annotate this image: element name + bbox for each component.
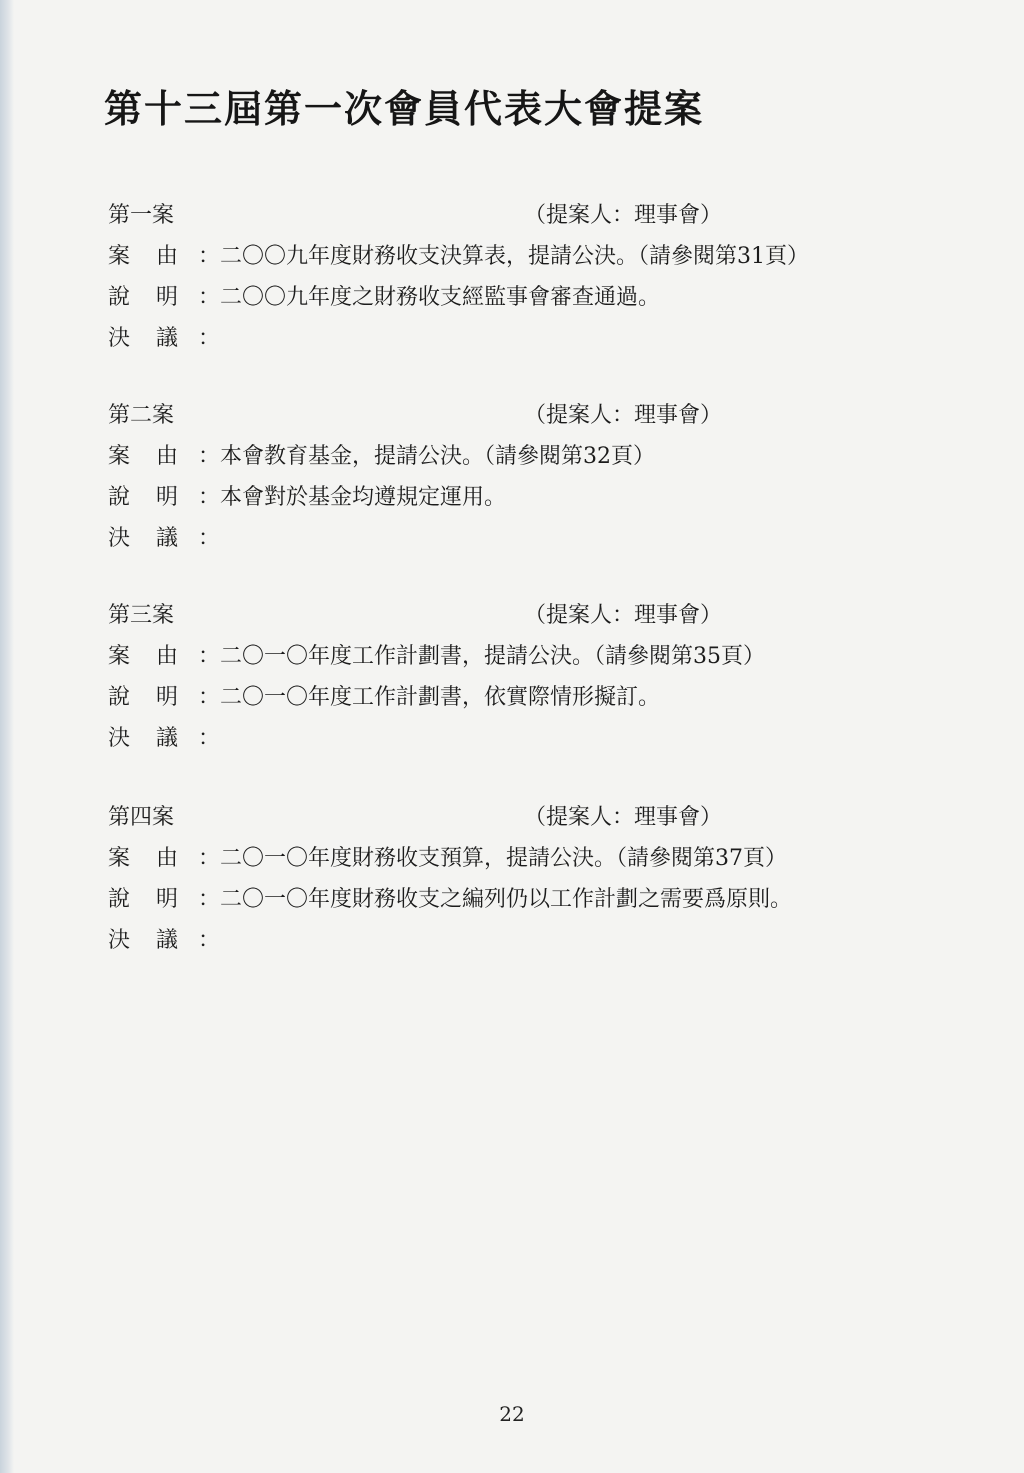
case-header — [108, 395, 908, 436]
case-number: 第一案 — [108, 203, 175, 228]
case-reason: 本會教育基金，提請公決。（請參閱第32頁） — [220, 444, 655, 469]
case-proposer: （提案人：理事會） — [524, 203, 723, 228]
explanation-label: 說 明 — [108, 285, 179, 310]
case-block-4 — [108, 797, 908, 961]
reason-label: 案 由 — [108, 244, 179, 269]
case-explanation-row: 說 明 ：本會對於基金均遵規定運用。 — [108, 477, 908, 518]
resolution-label: 決 議 — [108, 928, 179, 953]
resolution-label: 決 議 — [108, 726, 179, 751]
case-resolution-row: 決 議 ： — [108, 920, 908, 961]
case-reason-row: 案 由 ：二〇一〇年度財務收支預算，提請公決。（請參閱第37頁） — [108, 838, 908, 879]
case-block-3 — [108, 595, 908, 759]
reason-label: 案 由 — [108, 846, 179, 871]
case-number: 第四案 — [108, 805, 175, 830]
case-reason: 二〇一〇年度工作計劃書，提請公決。（請參閱第35頁） — [220, 644, 765, 669]
explanation-label: 說 明 — [108, 685, 179, 710]
case-explanation: 二〇一〇年度工作計劃書，依實際情形擬訂。 — [220, 685, 661, 710]
explanation-label: 說 明 — [108, 485, 179, 510]
case-proposer: （提案人：理事會） — [524, 603, 723, 628]
case-header — [108, 797, 908, 838]
case-reason: 二〇〇九年度財務收支決算表，提請公決。（請參閱第31頁） — [220, 244, 809, 269]
case-header — [108, 195, 908, 236]
page-edge-shadow — [0, 0, 14, 1473]
page-number: 22 — [499, 1402, 525, 1426]
case-reason: 二〇一〇年度財務收支預算，提請公決。（請參閱第37頁） — [220, 846, 787, 871]
case-resolution-row: 決 議 ： — [108, 518, 908, 559]
case-reason-row: 案 由 ：本會教育基金，提請公決。（請參閱第32頁） — [108, 436, 908, 477]
case-proposer: （提案人：理事會） — [524, 403, 723, 428]
case-resolution-row: 決 議 ： — [108, 718, 908, 759]
case-header — [108, 595, 908, 636]
case-explanation-row: 說 明 ：二〇〇九年度之財務收支經監事會審查通過。 — [108, 277, 908, 318]
document-title: 第十三屆第一次會員代表大會提案 — [104, 87, 705, 131]
case-proposer: （提案人：理事會） — [524, 805, 723, 830]
case-explanation-row: 說 明 ：二〇一〇年度工作計劃書，依實際情形擬訂。 — [108, 677, 908, 718]
case-reason-row: 案 由 ：二〇〇九年度財務收支決算表，提請公決。（請參閱第31頁） — [108, 236, 908, 277]
case-number: 第三案 — [108, 603, 175, 628]
case-explanation: 二〇〇九年度之財務收支經監事會審查通過。 — [220, 285, 661, 310]
explanation-label: 說 明 — [108, 887, 179, 912]
reason-label: 案 由 — [108, 444, 179, 469]
case-explanation: 本會對於基金均遵規定運用。 — [220, 485, 507, 510]
resolution-label: 決 議 — [108, 326, 179, 351]
case-block-1 — [108, 195, 908, 359]
reason-label: 案 由 — [108, 644, 179, 669]
case-explanation-row: 說 明 ：二〇一〇年度財務收支之編列仍以工作計劃之需要爲原則。 — [108, 879, 908, 920]
case-reason-row: 案 由 ：二〇一〇年度工作計劃書，提請公決。（請參閱第35頁） — [108, 636, 908, 677]
resolution-label: 決 議 — [108, 526, 179, 551]
case-resolution-row: 決 議 ： — [108, 318, 908, 359]
case-block-2 — [108, 395, 908, 559]
case-number: 第二案 — [108, 403, 175, 428]
case-explanation: 二〇一〇年度財務收支之編列仍以工作計劃之需要爲原則。 — [220, 887, 793, 912]
